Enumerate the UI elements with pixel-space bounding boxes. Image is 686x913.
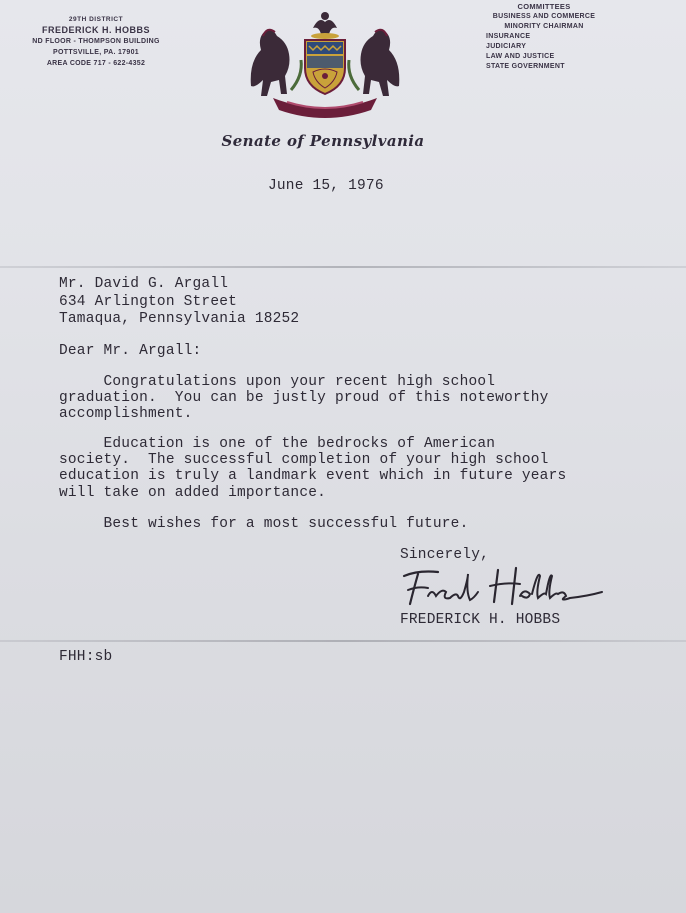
letter-date: June 15, 1976	[268, 178, 384, 194]
closing-wish: Best wishes for a most successful future.	[59, 516, 469, 532]
paragraph-line: Education is one of the bedrocks of American	[59, 436, 496, 452]
pennsylvania-coat-of-arms-icon	[243, 6, 407, 118]
salutation: Dear Mr. Argall:	[59, 343, 202, 359]
paper-fold	[0, 266, 686, 268]
paragraph-line: graduation. You can be justly proud of this noteworthy	[59, 390, 549, 406]
closing: Sincerely,	[400, 547, 490, 563]
committee-item: LAW AND JUSTICE	[486, 53, 555, 60]
committee-line2: MINORITY CHAIRMAN	[504, 23, 584, 30]
sender-phone: AREA CODE 717 - 622-4352	[46, 60, 146, 67]
sender-name: FREDERICK H. HOBBS	[41, 25, 150, 35]
committee-line1: BUSINESS AND COMMERCE	[492, 13, 596, 20]
district-label: 29TH DISTRICT	[68, 16, 124, 23]
committee-item: STATE GOVERNMENT	[486, 63, 565, 70]
paragraph-line: Congratulations upon your recent high school	[59, 374, 496, 390]
reference-initials: FHH:sb	[59, 649, 113, 665]
recipient-city: Tamaqua, Pennsylvania 18252	[59, 311, 300, 327]
paragraph-line: society. The successful completion of your high school	[59, 452, 549, 468]
letterhead-sender-block	[6, 14, 186, 69]
committee-item: JUDICIARY	[486, 43, 527, 50]
typed-signer-name: FREDERICK H. HOBBS	[400, 612, 561, 628]
paragraph-line: accomplishment.	[59, 406, 193, 422]
paper-fold	[0, 640, 686, 642]
sender-address-line1: ND FLOOR - THOMPSON BUILDING	[32, 38, 160, 45]
sender-address-line2: POTTSVILLE, PA. 17901	[53, 49, 139, 56]
paragraph-line: education is truly a landmark event which in future years	[59, 468, 567, 484]
senate-title: Senate of Pennsylvania	[221, 132, 425, 150]
committee-item: INSURANCE	[486, 33, 531, 40]
committees-block	[484, 2, 604, 72]
recipient-name: Mr. David G. Argall	[59, 276, 229, 292]
recipient-street: 634 Arlington Street	[59, 294, 238, 310]
paragraph-line: will take on added importance.	[59, 485, 327, 501]
handwritten-signature	[398, 562, 608, 614]
committees-heading: COMMITTEES	[517, 2, 571, 11]
